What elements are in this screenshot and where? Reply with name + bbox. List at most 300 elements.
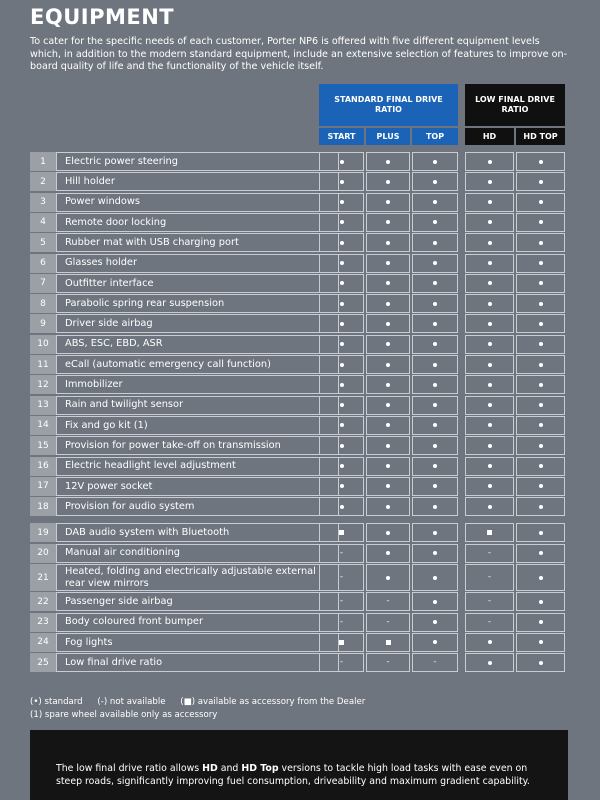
standard-mark [488, 160, 492, 164]
availability-cell [319, 396, 364, 415]
standard-mark [386, 464, 390, 468]
standard-mark [340, 180, 344, 184]
standard-mark [539, 342, 543, 346]
availability-cell [412, 294, 458, 313]
standard-mark [433, 464, 437, 468]
standard-mark [539, 661, 543, 665]
standard-mark [386, 531, 390, 535]
not-available-mark: - [487, 596, 492, 607]
availability-cell [366, 457, 410, 476]
standard-mark [386, 423, 390, 427]
row-label: Remote door locking [56, 213, 339, 232]
standard-mark [340, 302, 344, 306]
availability-cell [319, 497, 364, 516]
availability-cell [465, 254, 514, 273]
table-row [30, 294, 565, 313]
row-number: 23 [30, 613, 56, 632]
intro-paragraph: To cater for the specific needs of each customer, Porter NP6 is offered with five different equipment levels which, in addition to the modern standard equipment, include an extensive selection of features to improve on-board quality of life and the functionality of the vehicle itself. [30, 36, 568, 72]
table-row [30, 193, 565, 212]
row-number: 8 [30, 294, 56, 313]
availability-cell [465, 233, 514, 252]
availability-cell [465, 653, 514, 672]
standard-mark [488, 302, 492, 306]
availability-cell [319, 633, 364, 652]
table-row [30, 172, 565, 191]
standard-mark [386, 505, 390, 509]
availability-cell [412, 355, 458, 374]
col-header-hd: HD [465, 128, 514, 145]
standard-mark [433, 531, 437, 535]
availability-cell [319, 213, 364, 232]
standard-mark [340, 200, 344, 204]
availability-cell [412, 213, 458, 232]
standard-mark [386, 444, 390, 448]
not-available-mark: - [339, 596, 344, 607]
availability-cell [465, 335, 514, 354]
page-title: EQUIPMENT [30, 5, 175, 29]
row-number: 12 [30, 375, 56, 394]
not-available-mark: - [386, 657, 390, 668]
standard-mark [539, 281, 543, 285]
table-row [30, 564, 565, 591]
not-available-mark: - [339, 657, 344, 668]
availability-cell [516, 152, 565, 171]
availability-cell [412, 457, 458, 476]
availability-cell [516, 355, 565, 374]
availability-cell [412, 254, 458, 273]
standard-mark [539, 423, 543, 427]
availability-cell [319, 544, 364, 563]
availability-cell [412, 233, 458, 252]
footer-text-1: The low final drive ratio allows [56, 763, 203, 774]
row-label: Manual air conditioning [56, 544, 339, 563]
availability-cell [465, 416, 514, 435]
availability-cell [412, 592, 458, 611]
standard-mark [433, 423, 437, 427]
availability-cell [366, 544, 410, 563]
table-row [30, 436, 565, 455]
row-number: 17 [30, 477, 56, 496]
standard-mark [386, 200, 390, 204]
standard-mark [539, 576, 543, 580]
standard-mark [433, 342, 437, 346]
legend-standard: (•) standard [30, 697, 83, 707]
row-number: 24 [30, 633, 56, 652]
not-available-mark: - [433, 657, 437, 668]
standard-mark [433, 620, 437, 624]
not-available-mark: - [487, 547, 492, 558]
availability-cell [366, 233, 410, 252]
availability-cell [366, 633, 410, 652]
accessory-mark [339, 640, 344, 645]
availability-cell [366, 436, 410, 455]
standard-mark [340, 383, 344, 387]
availability-cell [319, 193, 364, 212]
standard-mark [488, 484, 492, 488]
availability-cell [516, 544, 565, 563]
availability-cell [366, 523, 410, 542]
standard-mark [433, 551, 437, 555]
row-label: Passenger side airbag [56, 592, 339, 611]
availability-cell [319, 254, 364, 273]
not-available-mark: - [386, 616, 390, 627]
standard-mark [433, 322, 437, 326]
availability-cell [366, 335, 410, 354]
availability-cell [366, 294, 410, 313]
table-row [30, 523, 565, 542]
row-label: 12V power socket [56, 477, 339, 496]
availability-cell [516, 274, 565, 293]
availability-cell [516, 457, 565, 476]
availability-cell [412, 497, 458, 516]
row-number: 13 [30, 396, 56, 415]
availability-cell [412, 152, 458, 171]
availability-cell [465, 457, 514, 476]
row-label: Immobilizer [56, 375, 339, 394]
not-available-mark: - [487, 616, 492, 627]
standard-mark [488, 363, 492, 367]
table-row [30, 375, 565, 394]
standard-mark [340, 241, 344, 245]
availability-cell [319, 613, 364, 632]
availability-cell [465, 274, 514, 293]
availability-cell [412, 396, 458, 415]
standard-mark [488, 261, 492, 265]
row-label: Glasses holder [56, 254, 339, 273]
standard-mark [539, 531, 543, 535]
availability-cell [516, 335, 565, 354]
standard-mark [433, 444, 437, 448]
table-row [30, 396, 565, 415]
table-row [30, 477, 565, 496]
standard-mark [433, 505, 437, 509]
table-row [30, 633, 565, 652]
row-label: Low final drive ratio [56, 653, 339, 672]
standard-mark [386, 322, 390, 326]
availability-cell [319, 653, 364, 672]
table-row [30, 544, 565, 563]
standard-mark [539, 261, 543, 265]
standard-mark [386, 363, 390, 367]
row-label: Rubber mat with USB charging port [56, 233, 339, 252]
accessory-mark [487, 530, 492, 535]
availability-cell [366, 416, 410, 435]
row-label: Electric headlight level adjustment [56, 457, 339, 476]
standard-mark [539, 600, 543, 604]
standard-mark [539, 383, 543, 387]
table-row [30, 416, 565, 435]
standard-mark [433, 383, 437, 387]
availability-cell [366, 172, 410, 191]
standard-mark [488, 640, 492, 644]
standard-mark [488, 505, 492, 509]
availability-cell [366, 477, 410, 496]
standard-ratio-header: STANDARD FINAL DRIVE RATIO [319, 84, 458, 126]
standard-mark [488, 383, 492, 387]
availability-cell [366, 152, 410, 171]
standard-mark [386, 576, 390, 580]
availability-cell [465, 592, 514, 611]
availability-cell [516, 633, 565, 652]
availability-cell [412, 375, 458, 394]
standard-mark [539, 160, 543, 164]
availability-cell [319, 335, 364, 354]
standard-mark [539, 302, 543, 306]
standard-mark [539, 180, 543, 184]
legend-not-available: (-) not available [97, 697, 166, 707]
table-row [30, 613, 565, 632]
availability-cell [319, 355, 364, 374]
row-label: Heated, folding and electrically adjustable external rear view mirrors [56, 564, 339, 591]
row-label: Body coloured front bumper [56, 613, 339, 632]
standard-mark [386, 220, 390, 224]
availability-cell [516, 564, 565, 591]
not-available-mark: - [386, 596, 390, 607]
standard-mark [539, 551, 543, 555]
availability-cell [516, 172, 565, 191]
table-row [30, 233, 565, 252]
table-row [30, 457, 565, 476]
standard-mark [433, 180, 437, 184]
availability-cell [465, 172, 514, 191]
row-number: 2 [30, 172, 56, 191]
availability-cell [412, 436, 458, 455]
standard-mark [340, 160, 344, 164]
standard-mark [340, 342, 344, 346]
standard-mark [433, 241, 437, 245]
standard-mark [433, 220, 437, 224]
availability-cell [465, 477, 514, 496]
availability-cell [366, 314, 410, 333]
availability-cell [516, 396, 565, 415]
standard-mark [488, 403, 492, 407]
standard-mark [340, 423, 344, 427]
availability-cell [319, 436, 364, 455]
standard-mark [386, 281, 390, 285]
availability-cell [516, 477, 565, 496]
row-number: 1 [30, 152, 56, 171]
standard-mark [539, 484, 543, 488]
availability-cell [465, 633, 514, 652]
row-number: 21 [30, 564, 56, 591]
row-number: 4 [30, 213, 56, 232]
availability-cell [516, 233, 565, 252]
footer-text-3: versions to tackle high load tasks with ease even on steep roads, significantly improving fuel consumption, driveability and maximum gradient capability. [56, 763, 530, 787]
standard-mark [433, 261, 437, 265]
standard-mark [340, 403, 344, 407]
availability-cell [412, 274, 458, 293]
availability-cell [366, 396, 410, 415]
availability-cell [465, 523, 514, 542]
table-row [30, 274, 565, 293]
table-row [30, 355, 565, 374]
not-available-mark: - [487, 572, 492, 582]
availability-cell [366, 653, 410, 672]
standard-mark [386, 180, 390, 184]
availability-cell [465, 375, 514, 394]
col-header-top: TOP [412, 128, 458, 145]
availability-cell [366, 355, 410, 374]
standard-mark [539, 403, 543, 407]
availability-cell [465, 294, 514, 313]
standard-mark [488, 180, 492, 184]
row-label: Outfitter interface [56, 274, 339, 293]
not-available-mark: - [339, 547, 344, 558]
legend [30, 696, 377, 721]
availability-cell [516, 375, 565, 394]
row-label: DAB audio system with Bluetooth [56, 523, 339, 542]
standard-mark [539, 241, 543, 245]
row-label: eCall (automatic emergency call function) [56, 355, 339, 374]
standard-mark [488, 322, 492, 326]
standard-mark [539, 640, 543, 644]
standard-mark [433, 302, 437, 306]
row-number: 15 [30, 436, 56, 455]
legend-accessory: (■) available as accessory from the Dealer [180, 697, 366, 707]
standard-mark [539, 363, 543, 367]
table-row [30, 335, 565, 354]
availability-cell [319, 592, 364, 611]
availability-cell [465, 152, 514, 171]
standard-mark [340, 322, 344, 326]
availability-cell [412, 172, 458, 191]
availability-cell [516, 416, 565, 435]
table-row [30, 152, 565, 171]
accessory-mark [339, 530, 344, 535]
availability-cell [516, 653, 565, 672]
row-number: 6 [30, 254, 56, 273]
row-number: 11 [30, 355, 56, 374]
footer-text-2: and [217, 763, 242, 774]
not-available-mark: - [339, 572, 344, 582]
row-label: Fix and go kit (1) [56, 416, 339, 435]
standard-mark [386, 342, 390, 346]
standard-mark [340, 220, 344, 224]
table-row [30, 653, 565, 672]
standard-mark [488, 281, 492, 285]
row-number: 10 [30, 335, 56, 354]
row-label: Provision for power take-off on transmission [56, 436, 339, 455]
standard-mark [386, 241, 390, 245]
availability-cell [516, 254, 565, 273]
availability-cell [319, 564, 364, 591]
row-number: 19 [30, 523, 56, 542]
standard-mark [488, 342, 492, 346]
availability-cell [366, 613, 410, 632]
standard-mark [488, 661, 492, 665]
standard-mark [340, 444, 344, 448]
row-number: 18 [30, 497, 56, 516]
standard-mark [386, 383, 390, 387]
availability-cell [516, 613, 565, 632]
footer-hd: HD [202, 763, 218, 774]
standard-mark [340, 261, 344, 265]
availability-cell [412, 633, 458, 652]
standard-mark [433, 160, 437, 164]
availability-cell [465, 497, 514, 516]
availability-cell [465, 544, 514, 563]
availability-cell [366, 375, 410, 394]
row-number: 20 [30, 544, 56, 563]
availability-cell [412, 544, 458, 563]
standard-mark [433, 600, 437, 604]
availability-cell [465, 193, 514, 212]
standard-mark [488, 200, 492, 204]
standard-mark [488, 464, 492, 468]
row-number: 16 [30, 457, 56, 476]
row-label: Rain and twilight sensor [56, 396, 339, 415]
standard-mark [433, 484, 437, 488]
availability-cell [319, 457, 364, 476]
standard-mark [433, 281, 437, 285]
standard-mark [488, 444, 492, 448]
row-label: Provision for audio system [56, 497, 339, 516]
availability-cell [319, 416, 364, 435]
availability-cell [319, 274, 364, 293]
availability-cell [366, 564, 410, 591]
standard-mark [539, 620, 543, 624]
row-number: 5 [30, 233, 56, 252]
footer-note [30, 730, 568, 800]
availability-cell [516, 314, 565, 333]
col-header-hd-top: HD TOP [516, 128, 565, 145]
row-number: 9 [30, 314, 56, 333]
row-label: Hill holder [56, 172, 339, 191]
standard-mark [488, 241, 492, 245]
availability-cell [366, 193, 410, 212]
availability-cell [319, 477, 364, 496]
availability-cell [412, 314, 458, 333]
availability-cell [516, 436, 565, 455]
availability-cell [465, 355, 514, 374]
standard-mark [433, 200, 437, 204]
availability-cell [366, 274, 410, 293]
standard-mark [433, 403, 437, 407]
table-row [30, 254, 565, 273]
standard-mark [539, 444, 543, 448]
standard-mark [488, 220, 492, 224]
availability-cell [465, 436, 514, 455]
availability-cell [319, 152, 364, 171]
availability-cell [516, 193, 565, 212]
availability-cell [366, 592, 410, 611]
availability-cell [412, 523, 458, 542]
accessory-mark [386, 640, 391, 645]
availability-cell [465, 613, 514, 632]
availability-cell [516, 592, 565, 611]
row-number: 25 [30, 653, 56, 672]
low-ratio-header: LOW FINAL DRIVE RATIO [465, 84, 565, 126]
standard-mark [433, 576, 437, 580]
availability-cell [412, 613, 458, 632]
standard-mark [340, 505, 344, 509]
row-label: Electric power steering [56, 152, 339, 171]
row-label: Fog lights [56, 633, 339, 652]
standard-mark [488, 423, 492, 427]
availability-cell [366, 213, 410, 232]
standard-mark [386, 261, 390, 265]
availability-cell [319, 294, 364, 313]
col-header-plus: PLUS [366, 128, 410, 145]
standard-mark [386, 302, 390, 306]
row-number: 22 [30, 592, 56, 611]
availability-cell [412, 416, 458, 435]
availability-cell [412, 564, 458, 591]
availability-cell [465, 213, 514, 232]
row-label: Driver side airbag [56, 314, 339, 333]
standard-mark [433, 640, 437, 644]
availability-cell [516, 294, 565, 313]
